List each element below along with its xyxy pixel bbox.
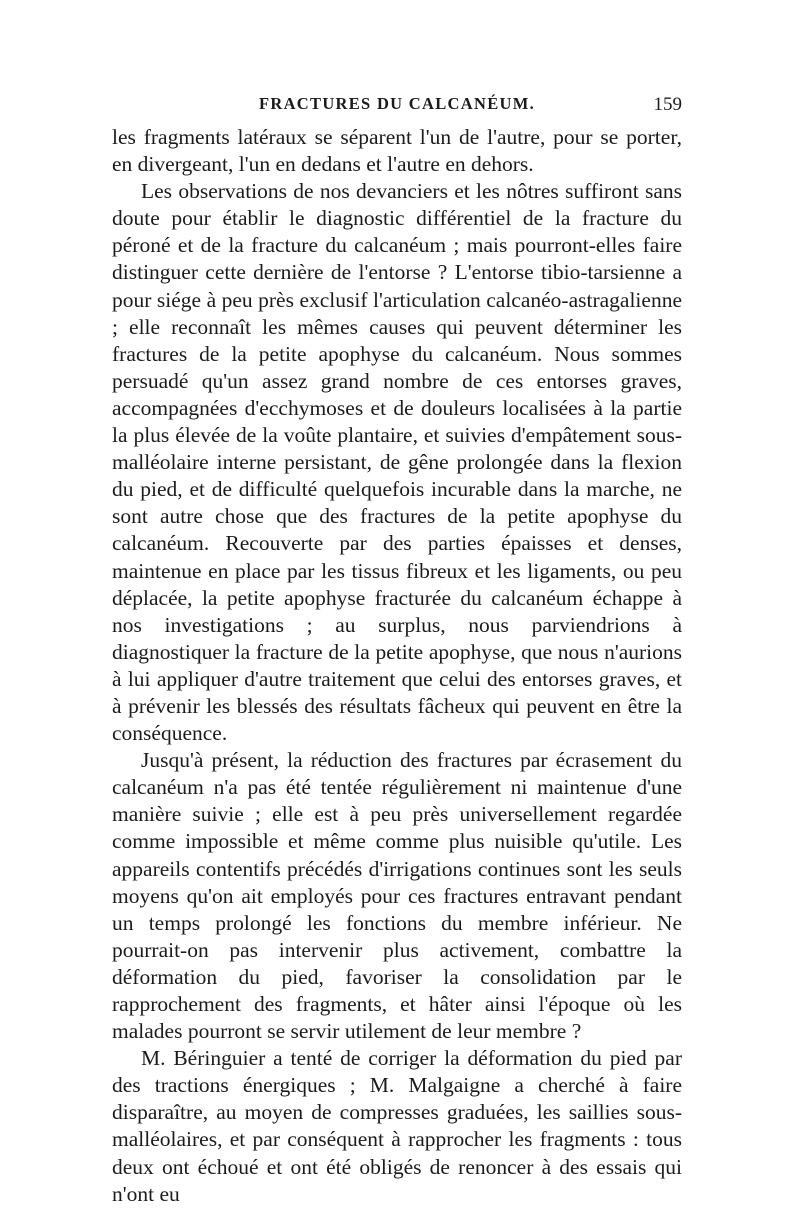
paragraph-diagnosis: Les observations de nos devanciers et les nôtres suffiront sans doute pour établir le diagnostic différentiel de la fracture du péroné et de la fracture du calcanéum ; mais pourront-elles faire distinguer cette dernière de l'entorse ? L'entorse tibio-tarsienne a pour siége à peu près exclusif l'articulation calcanéo-astragalienne ; elle reconnaît les mêmes causes qui peuvent déterminer les fractures de la petite apophyse du calcanéum. Nous sommes persuadé qu'un assez grand nombre de ces entorses graves, accompagnées d'ecchymoses et de douleurs localisées à la partie la plus élevée de la voûte plantaire, et suivies d'empâtement sous-malléolaire interne persistant, de gêne prolongée dans la flexion du pied, et de difficulté quelquefois incurable dans la marche, ne sont autre chose que des fractures de la petite apophyse du calcanéum. Recouverte par des parties épaisses et denses, maintenue en place par les tissus fibreux et les ligaments, ou peu déplacée, la petite apophyse fracturée du calcanéum échappe à nos investigations ; au surplus, nous parviendrions à diagnostiquer la fracture de la petite apophyse, que nous n'aurions à lui appliquer d'autre traitement que celui des entorses graves, et à prévenir les blessés des résultats fâcheux qui peuvent en être la conséquence. bbox=[112, 179, 682, 746]
paragraph-continuation: les fragments latéraux se séparent l'un de l'autre, pour se porter, en divergeant, l'un en dedans et l'autre en dehors. bbox=[112, 125, 682, 177]
page-number: 159 bbox=[653, 94, 682, 115]
running-head bbox=[112, 94, 682, 120]
running-title: FRACTURES DU CALCANÉUM. bbox=[258, 94, 536, 113]
body-text bbox=[112, 124, 682, 1208]
paragraph-attempts: M. Béringuier a tenté de corriger la déformation du pied par des tractions énergiques ; M. Malgaigne a cherché à faire disparaître, au moyen de compresses graduées, les saillies sous-malléolaires, et par conséquent à rapprocher les fragments : tous deux ont échoué et ont été obligés de renoncer à des essais qui n'ont eu bbox=[112, 1046, 682, 1206]
paragraph-reduction: Jusqu'à présent, la réduction des fractures par écrasement du calcanéum n'a pas été tentée régulièrement ni maintenue d'une manière suivie ; elle est à peu près universellement regardée comme impossible et même comme plus nuisible qu'utile. Les appareils contentifs précédés d'irrigations continues sont les seuls moyens qu'on ait employés pour ces fractures entravant pendant un temps prolongé les fonctions du membre inférieur. Ne pourrait-on pas intervenir plus activement, combattre la déformation du pied, favoriser la consolidation par le rapprochement des fragments, et hâter ainsi l'époque où les malades pourront se servir utilement de leur membre ? bbox=[112, 748, 682, 1044]
